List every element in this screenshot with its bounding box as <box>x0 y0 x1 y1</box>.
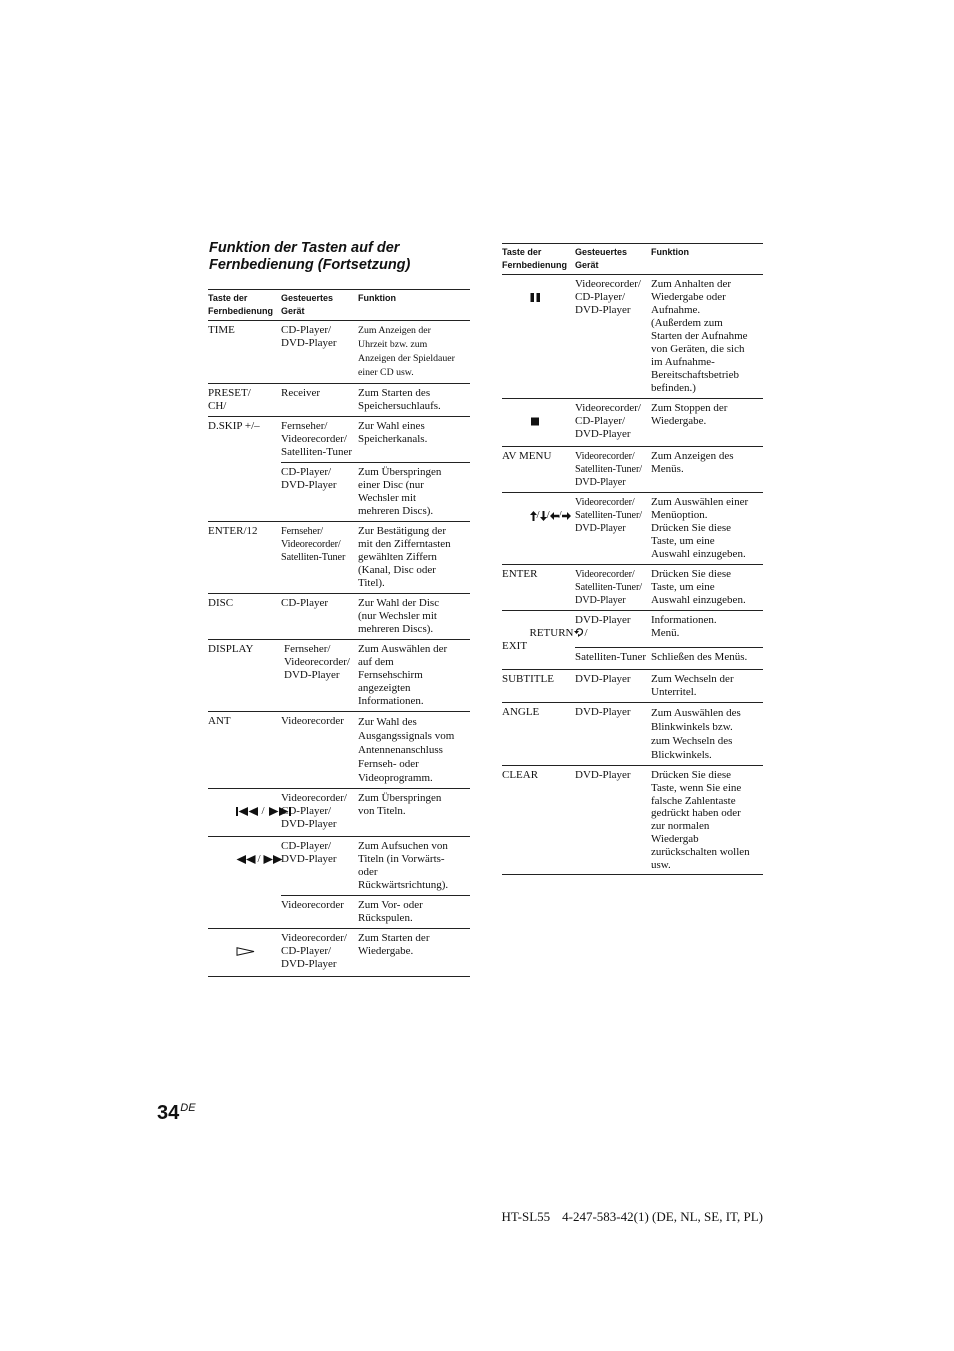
arrow-down-icon <box>540 511 547 521</box>
table-row <box>208 384 470 417</box>
function-cell: Zum Starten der Wiedergabe. <box>358 929 470 977</box>
key-separator: / <box>261 805 265 817</box>
device-cell: Videorecorder/ Satelliten-Tuner/ DVD-Player <box>575 447 651 493</box>
table-row <box>208 712 470 789</box>
key-cell: TIME <box>208 321 281 384</box>
device-cell: DVD-Player <box>575 766 651 875</box>
header-key: Taste der Fernbedienung <box>208 290 281 321</box>
pause-icon <box>530 293 541 302</box>
device-cell: Videorecorder/ CD-Player/ DVD-Player <box>281 789 358 837</box>
key-cell: AV MENU <box>502 447 575 493</box>
table-row <box>502 766 763 875</box>
footer <box>502 1209 764 1225</box>
key-cell: ANGLE <box>502 703 575 766</box>
key-separator: / <box>536 509 540 521</box>
device-cell: Videorecorder <box>281 896 358 929</box>
remote-key-table-right <box>502 243 763 875</box>
key-cell: ENTER/12 <box>208 522 281 594</box>
key-symbols <box>530 509 571 522</box>
return-icon <box>574 627 585 637</box>
header-function: Funktion <box>651 244 763 275</box>
key-symbols <box>530 415 540 428</box>
key-separator: / <box>584 627 588 639</box>
device-cell: Fernseher/ Videorecorder/ Satelliten-Tuner <box>281 522 358 594</box>
table-row <box>502 670 763 703</box>
arrow-left-icon <box>550 512 559 520</box>
key-cell <box>208 837 281 929</box>
key-cell: ANT <box>208 712 281 789</box>
device-cell: Fernseher/ Videorecorder/ DVD-Player <box>281 640 358 712</box>
header-function: Funktion <box>358 290 470 321</box>
device-cell: DVD-Player <box>575 611 651 648</box>
device-cell: CD-Player/ DVD-Player <box>281 321 358 384</box>
key-symbols <box>530 291 541 304</box>
table-row <box>502 493 763 565</box>
device-cell: Satelliten-Tuner <box>575 647 651 669</box>
table-row <box>208 321 470 384</box>
table-row <box>502 565 763 611</box>
key-separator: / <box>257 853 261 865</box>
table-row <box>208 789 470 837</box>
device-cell: CD-Player <box>281 594 358 640</box>
device-cell: Videorecorder/ CD-Player/ DVD-Player <box>281 929 358 977</box>
device-cell: DVD-Player <box>575 670 651 703</box>
device-cell: Videorecorder/ CD-Player/ DVD-Player <box>575 275 651 399</box>
footer-model: HT-SL55 <box>501 1209 551 1224</box>
key-separator: / <box>546 509 550 521</box>
key-cell <box>502 275 575 399</box>
key-cell <box>208 929 281 977</box>
device-cell: DVD-Player <box>575 703 651 766</box>
table-header-row <box>208 290 470 321</box>
function-cell: Zum Stoppen der Wiedergabe. <box>651 399 763 447</box>
header-key: Taste der Fernbedienung <box>502 244 575 275</box>
key-symbols <box>236 853 283 866</box>
key-cell: ENTER <box>502 565 575 611</box>
key-cell: D.SKIP +/– <box>208 417 281 522</box>
table-row <box>208 837 470 896</box>
function-cell: Zum Auswählen des Blinkwinkels bzw. zum Wechseln des Blickwinkels. <box>651 703 763 766</box>
table-row <box>208 417 470 463</box>
key-cell <box>502 611 588 670</box>
key-cell: DISPLAY <box>208 640 281 712</box>
fast-forward-icon <box>263 855 283 864</box>
key-separator: / <box>558 509 562 521</box>
function-cell: Zum Anhalten der Wiedergabe oder Aufnahme. (Außerdem zum Starten der Aufnahme von Geräten, die sich im Aufnahme- Bereitschaftsbetrieb befinden.) <box>651 275 763 399</box>
key-cell: CLEAR <box>502 766 575 875</box>
key-cell <box>502 493 575 565</box>
device-cell: Videorecorder/ Satelliten-Tuner/ DVD-Player <box>575 493 651 565</box>
table-header-row <box>502 244 763 275</box>
table-row <box>208 522 470 594</box>
remote-key-table-left <box>208 289 470 977</box>
key-cell <box>502 399 575 447</box>
header-device: Gesteuertes Gerät <box>575 244 651 275</box>
device-cell: Videorecorder <box>281 712 358 789</box>
table-row <box>502 611 763 648</box>
key-cell: DISC <box>208 594 281 640</box>
function-cell: Zum Aufsuchen von Titeln (in Vorwärts- oder Rückwärtsrichtung). <box>358 837 470 896</box>
device-cell: CD-Player/ DVD-Player <box>281 463 358 522</box>
table-row <box>208 640 470 712</box>
device-cell: Videorecorder/ CD-Player/ DVD-Player <box>575 399 651 447</box>
function-cell: Zum Anzeigen des Menüs. <box>651 447 763 493</box>
stop-icon <box>530 417 540 426</box>
page-number <box>157 1096 196 1125</box>
key-cell: SUBTITLE <box>502 670 575 703</box>
play-icon <box>236 947 255 956</box>
arrow-up-icon <box>530 511 537 521</box>
previous-icon <box>236 807 260 816</box>
function-cell: Zum Auswählen einer Menüoption. Drücken Sie diese Taste, um eine Auswahl einzugeben. <box>651 493 763 565</box>
device-cell: Receiver <box>281 384 358 417</box>
key-cell <box>208 789 281 837</box>
function-cell: Zum Wechseln der Unterritel. <box>651 670 763 703</box>
table-row <box>502 399 763 447</box>
function-cell: Zum Starten des Speichersuchlaufs. <box>358 384 470 417</box>
header-device: Gesteuertes Gerät <box>281 290 358 321</box>
rewind-icon <box>236 855 256 864</box>
exit-label: EXIT <box>502 640 528 652</box>
key-cell: PRESET/ CH/ <box>208 384 281 417</box>
function-cell: Zum Auswählen der auf dem Fernsehschirm angezeigten Informationen. <box>358 640 470 712</box>
function-cell: Zur Wahl eines Speicherkanals. <box>358 417 470 463</box>
footer-code: 4-247-583-42(1) (DE, NL, SE, IT, PL) <box>562 1209 763 1224</box>
table-row <box>208 929 470 977</box>
function-cell: Zur Bestätigung der mit den Zifferntasten gewählten Ziffern (Kanal, Disc oder Titel). <box>358 522 470 594</box>
function-cell: Zur Wahl der Disc (nur Wechsler mit mehreren Discs). <box>358 594 470 640</box>
table-row <box>502 447 763 493</box>
function-cell: Informationen. Menü. <box>651 611 763 648</box>
function-cell: Zum Überspringen von Titeln. <box>358 789 470 837</box>
table-row <box>502 703 763 766</box>
device-cell: Fernseher/ Videorecorder/ Satelliten-Tuner <box>281 417 358 463</box>
device-cell: CD-Player/ DVD-Player <box>281 837 358 896</box>
device-cell: Videorecorder/ Satelliten-Tuner/ DVD-Player <box>575 565 651 611</box>
page-language: DE <box>180 1102 196 1114</box>
table-row <box>502 275 763 399</box>
key-symbols <box>236 945 255 958</box>
page-number-value: 34 <box>157 1102 180 1124</box>
function-cell: Zum Anzeigen der Uhrzeit bzw. zum Anzeigen der Spieldauer einer CD usw. <box>358 321 470 384</box>
function-cell: Drücken Sie diese Taste, wenn Sie eine falsche Zahlentaste gedrückt haben oder zur normalen Wiedergab zurückschalten wollen usw. <box>651 766 763 875</box>
function-cell: Zur Wahl des Ausgangssignals vom Antennenanschluss Fernseh- oder Videoprogramm. <box>358 712 470 789</box>
function-cell: Zum Vor- oder Rückspulen. <box>358 896 470 929</box>
table-row <box>208 594 470 640</box>
arrow-right-icon <box>562 512 571 520</box>
function-cell: Schließen des Menüs. <box>651 647 763 669</box>
function-cell: Drücken Sie diese Taste, um eine Auswahl einzugeben. <box>651 565 763 611</box>
section-title: Funktion der Tasten auf der Fernbedienung (Fortsetzung) <box>209 240 411 273</box>
return-label: RETURN <box>529 627 574 639</box>
function-cell: Zum Überspringen einer Disc (nur Wechsler mit mehreren Discs). <box>358 463 470 522</box>
